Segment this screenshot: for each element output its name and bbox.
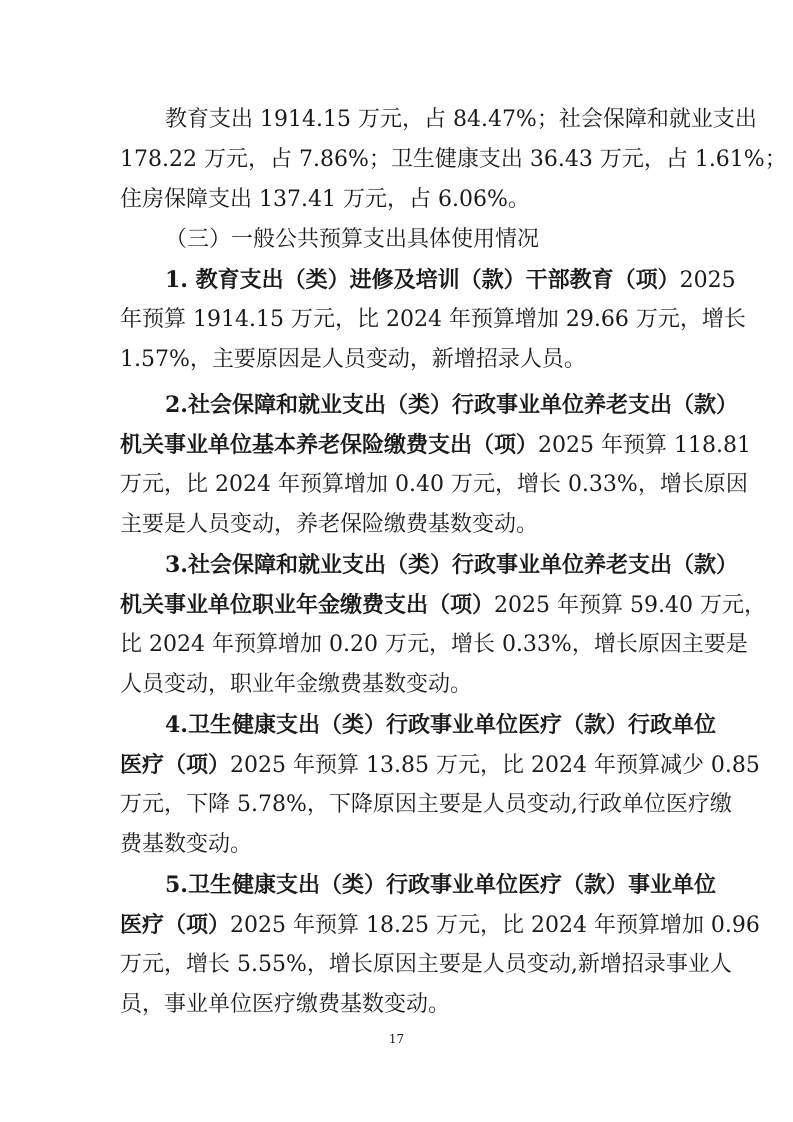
item-2-line-1: 2.社会保障和就业支出（类）行政事业单位养老支出（款）: [165, 392, 738, 418]
item-4-line-4: 费基数变动。: [120, 832, 253, 857]
item-5-line-1: 5.卫生健康支出（类）行政事业单位医疗（款）事业单位: [165, 872, 716, 898]
item-5-line-3: 万元，增长 5.55%，增长原因主要是人员变动,新增招录事业人: [120, 952, 732, 977]
item-5-line-4: 员，事业单位医疗缴费基数变动。: [120, 992, 451, 1017]
item-4-title: 医疗（项）: [120, 752, 231, 778]
item-1-line-2: 年预算 1914.15 万元，比 2024 年预算增加 29.66 万元，增长: [120, 307, 746, 332]
item-2-budget: 2025 年预算 118.81: [538, 433, 751, 458]
item-3-line-1: 3.社会保障和就业支出（类）行政事业单位养老支出（款）: [165, 552, 738, 578]
item-5-line-2: [120, 905, 760, 945]
item-5-title: 医疗（项）: [120, 912, 231, 938]
item-2-line-2: [120, 425, 751, 465]
item-1-line-3: 1.57%，主要原因是人员变动，新增招录人员。: [120, 347, 586, 372]
item-2-title: 机关事业单位基本养老保险缴费支出（项）: [120, 432, 539, 458]
item-3-budget: 2025 年预算 59.40 万元，: [494, 593, 766, 618]
item-4-budget: 2025 年预算 13.85 万元，比 2024 年预算减少 0.85: [230, 753, 760, 778]
item-1-year: 2025: [679, 268, 736, 293]
item-1-title: 1. 教育支出（类）进修及培训（款）干部教育（项）: [165, 267, 680, 293]
item-4-line-3: 万元，下降 5.78%，下降原因主要是人员变动,行政单位医疗缴: [120, 792, 732, 817]
item-3-line-2: [120, 585, 766, 625]
item-3-line-3: 比 2024 年预算增加 0.20 万元，增长 0.33%，增长原因主要是: [120, 632, 748, 657]
page-number: 17: [388, 1032, 405, 1046]
item-3-title: 机关事业单位职业年金缴费支出（项）: [120, 592, 495, 618]
item-4-line-1: 4.卫生健康支出（类）行政事业单位医疗（款）行政单位: [165, 712, 716, 738]
intro-line-2: 178.22 万元，占 7.86%；卫生健康支出 36.43 万元，占 1.61%；: [120, 147, 787, 172]
section-heading: （三）一般公共预算支出具体使用情况: [165, 227, 540, 252]
item-3-line-4: 人员变动，职业年金缴费基数变动。: [120, 672, 473, 697]
item-2-line-4: 主要是人员变动，养老保险缴费基数变动。: [120, 512, 539, 537]
intro-line-3: 住房保障支出 137.41 万元，占 6.06%。: [120, 187, 530, 212]
item-2-line-3: 万元，比 2024 年预算增加 0.40 万元，增长 0.33%，增长原因: [120, 472, 748, 497]
intro-line-1: 教育支出 1914.15 万元，占 84.47%；社会保障和就业支出: [165, 107, 757, 132]
item-1-line-1: [165, 260, 736, 300]
item-5-budget: 2025 年预算 18.25 万元，比 2024 年预算增加 0.96: [230, 913, 760, 938]
item-4-line-2: [120, 745, 760, 785]
